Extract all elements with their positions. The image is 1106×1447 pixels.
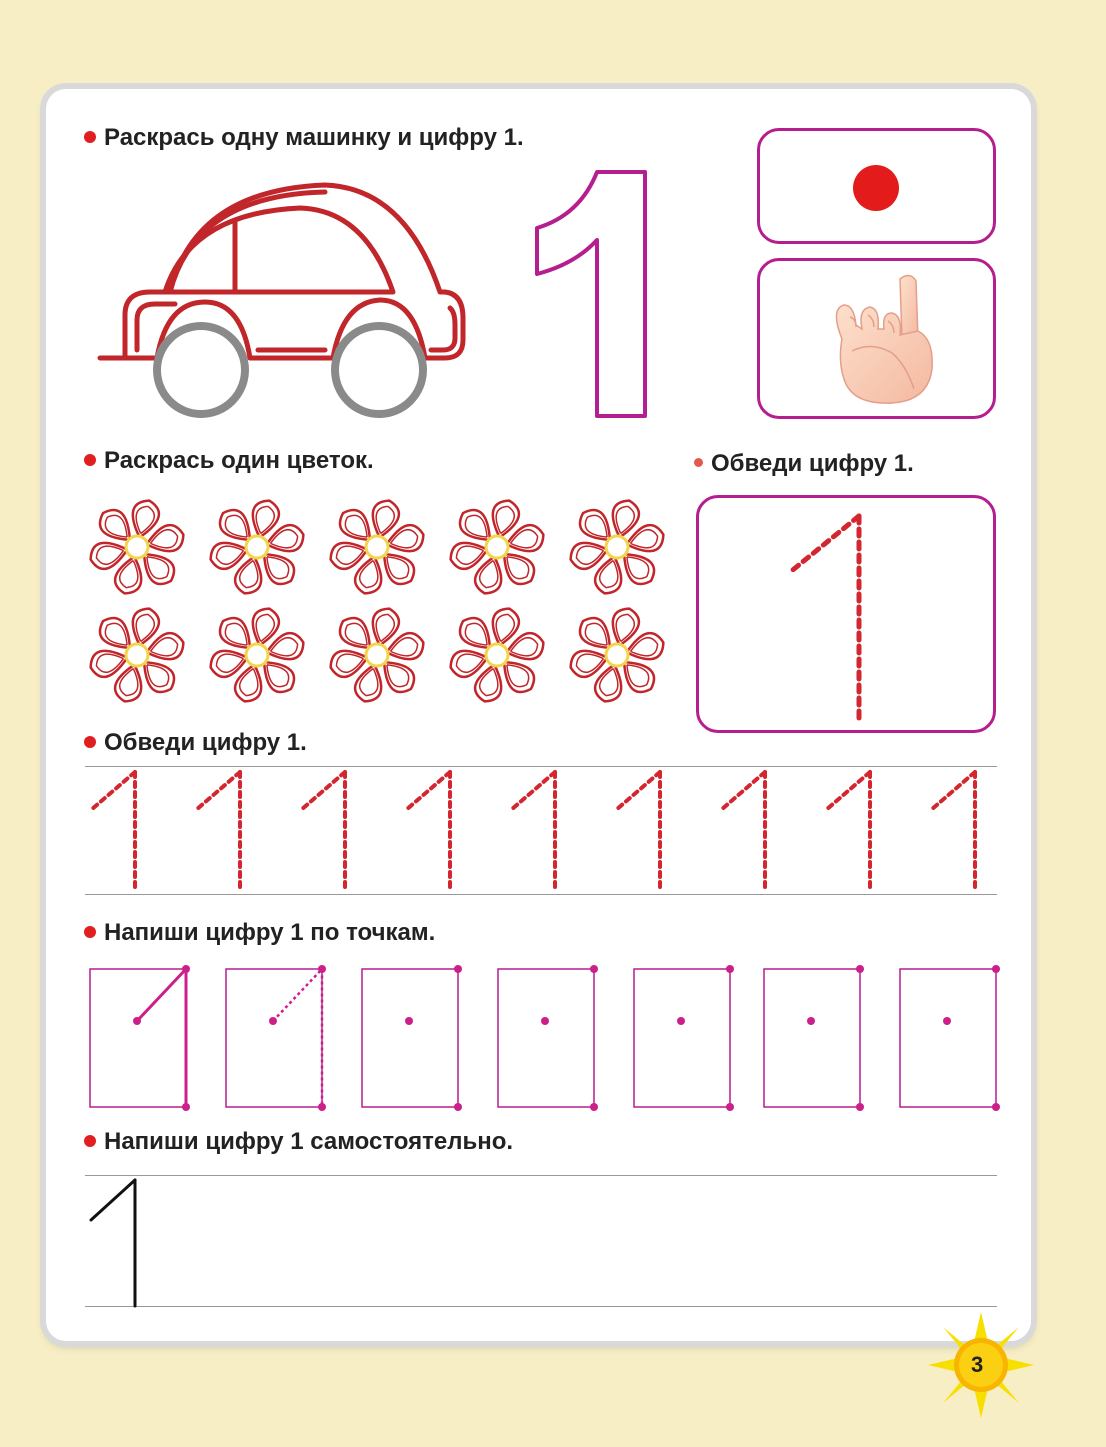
guide-dot bbox=[405, 1017, 413, 1025]
dotted-digit-one[interactable] bbox=[85, 766, 155, 896]
task-text: Напиши цифру 1 самостоятельно. bbox=[104, 1128, 514, 1155]
flower-icon[interactable] bbox=[205, 495, 309, 599]
writing-top-line bbox=[85, 1175, 997, 1176]
guide-dot bbox=[182, 1103, 190, 1111]
flower-icon[interactable] bbox=[325, 495, 429, 599]
task-text: Обведи цифру 1. bbox=[711, 450, 914, 477]
dotted-digit-one[interactable] bbox=[505, 766, 575, 896]
flower-grid bbox=[80, 495, 680, 715]
bullet-icon bbox=[84, 926, 96, 938]
guide-dot bbox=[590, 965, 598, 973]
task-heading-self bbox=[84, 1128, 513, 1156]
dot-boxes-row bbox=[80, 960, 1010, 1120]
guide-dot bbox=[318, 965, 326, 973]
one-finger-card bbox=[757, 258, 996, 419]
task-heading-color-car bbox=[84, 124, 524, 152]
flower-icon[interactable] bbox=[445, 603, 549, 707]
dotted-digit-one[interactable] bbox=[400, 766, 470, 896]
task-text: Раскрась один цветок. bbox=[104, 447, 374, 474]
guide-dot bbox=[454, 1103, 462, 1111]
trace-big-card bbox=[696, 495, 996, 733]
guide-dot bbox=[943, 1017, 951, 1025]
big-digit-one[interactable] bbox=[525, 160, 665, 430]
bullet-icon bbox=[84, 1135, 96, 1147]
trace-row bbox=[85, 766, 997, 896]
bullet-icon bbox=[84, 131, 96, 143]
guide-dot bbox=[807, 1017, 815, 1025]
task-text: Раскрась одну машинку и цифру 1. bbox=[104, 124, 524, 151]
dotted-digit-one[interactable] bbox=[610, 766, 680, 896]
guide-dot bbox=[726, 1103, 734, 1111]
bullet-icon bbox=[694, 458, 703, 467]
dotted-digit-one[interactable] bbox=[715, 766, 785, 896]
flower-icon[interactable] bbox=[565, 495, 669, 599]
flower-icon[interactable] bbox=[565, 603, 669, 707]
task-heading-dots bbox=[84, 919, 435, 947]
flower-icon[interactable] bbox=[85, 495, 189, 599]
writing-area[interactable] bbox=[150, 1180, 990, 1304]
guide-dot bbox=[454, 965, 462, 973]
dot-writing-box[interactable] bbox=[898, 960, 1010, 1120]
task-heading-trace-big bbox=[694, 450, 914, 478]
task-text: Напиши цифру 1 по точкам. bbox=[104, 919, 436, 946]
flower-icon[interactable] bbox=[85, 603, 189, 707]
dotted-digit-one[interactable] bbox=[190, 766, 260, 896]
guide-dot bbox=[318, 1103, 326, 1111]
guide-dot bbox=[182, 965, 190, 973]
dot-writing-box[interactable] bbox=[632, 960, 744, 1120]
sample-digit-one bbox=[85, 1176, 145, 1308]
page-number: 3 bbox=[971, 1352, 984, 1377]
guide-dot bbox=[726, 965, 734, 973]
dot-writing-box[interactable] bbox=[496, 960, 608, 1120]
guide-dot bbox=[992, 1103, 1000, 1111]
flower-icon[interactable] bbox=[205, 603, 309, 707]
flower-icon[interactable] bbox=[325, 603, 429, 707]
guide-dot bbox=[992, 965, 1000, 973]
dot-writing-box[interactable] bbox=[762, 960, 874, 1120]
task-heading-color-flower bbox=[84, 447, 374, 475]
car-icon[interactable] bbox=[95, 180, 475, 425]
bullet-icon bbox=[84, 736, 96, 748]
flower-icon[interactable] bbox=[445, 495, 549, 599]
writing-bottom-line bbox=[85, 1306, 997, 1307]
guide-dot bbox=[541, 1017, 549, 1025]
task-text: Обведи цифру 1. bbox=[104, 729, 307, 756]
red-dot-icon bbox=[853, 165, 899, 211]
guide-dot bbox=[677, 1017, 685, 1025]
dot-writing-box[interactable] bbox=[224, 960, 336, 1120]
one-finger-hand-icon bbox=[822, 269, 942, 409]
guide-dot bbox=[856, 1103, 864, 1111]
dotted-digit-one[interactable] bbox=[779, 508, 869, 723]
guide-dot bbox=[856, 965, 864, 973]
dot-writing-box[interactable] bbox=[88, 960, 200, 1120]
guide-dot bbox=[269, 1017, 277, 1025]
dot-writing-box[interactable] bbox=[360, 960, 472, 1120]
dotted-digit-one[interactable] bbox=[820, 766, 890, 896]
task-heading-trace-row bbox=[84, 729, 307, 757]
dotted-digit-one[interactable] bbox=[295, 766, 365, 896]
bullet-icon bbox=[84, 454, 96, 466]
dotted-digit-one[interactable] bbox=[925, 766, 995, 896]
guide-dot bbox=[133, 1017, 141, 1025]
guide-dot bbox=[590, 1103, 598, 1111]
one-dot-card bbox=[757, 128, 996, 244]
